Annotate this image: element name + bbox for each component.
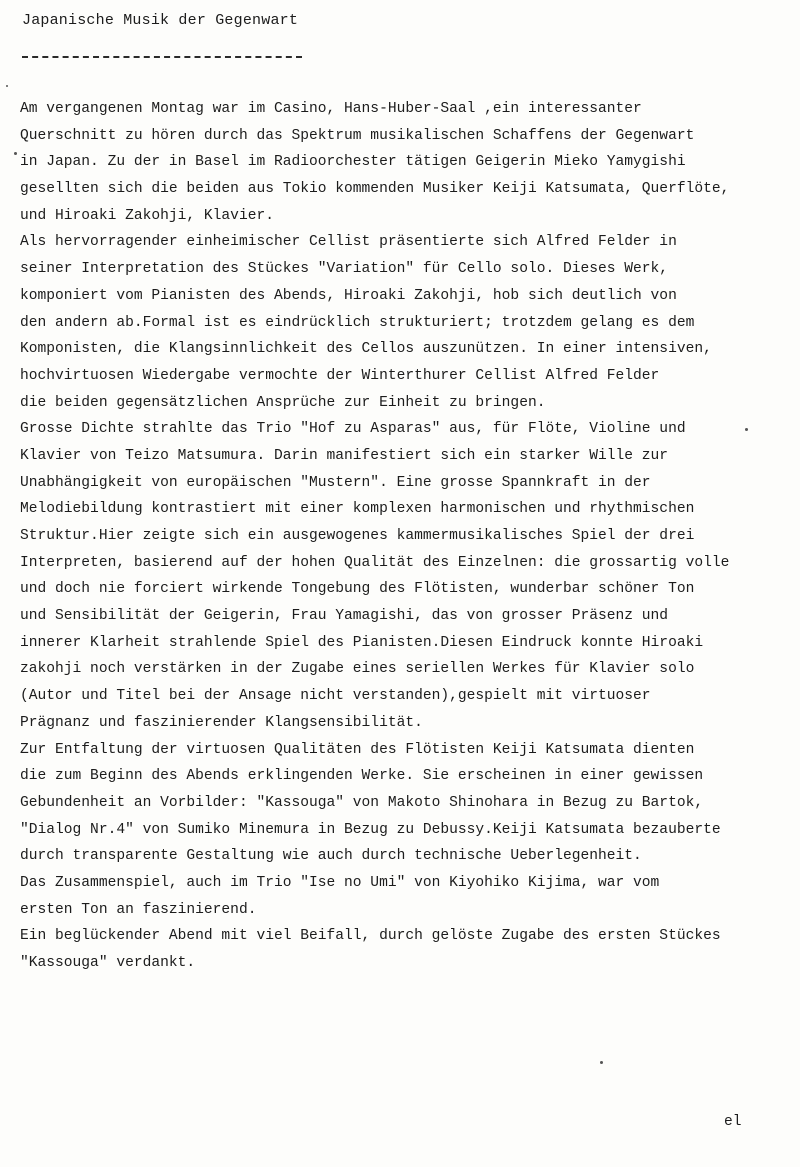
text-line: Komponisten, die Klangsinnlichkeit des Cellos auszunützen. In einer intensiven, — [20, 341, 712, 358]
text-line: komponiert vom Pianisten des Abends, Hiroaki Zakohji, hob sich deutlich von — [20, 287, 677, 304]
text-line: Unabhängigkeit von europäischen "Mustern". Eine grosse Spannkraft in der — [20, 474, 651, 491]
text-line: Als hervorragender einheimischer Cellist präsentierte sich Alfred Felder in — [20, 234, 677, 251]
text-line: (Autor und Titel bei der Ansage nicht verstanden),gespielt mit virtuoser — [20, 688, 651, 705]
text-line: Melodiebildung kontrastiert mit einer komplexen harmonischen und rhythmischen — [20, 501, 695, 518]
text-line: Gebundenheit an Vorbilder: "Kassouga" von Makoto Shinohara in Bezug zu Bartok, — [20, 794, 704, 811]
text-line: und doch nie forciert wirkende Tongebung des Flötisten, wunderbar schöner Ton — [20, 581, 695, 598]
text-line: ersten Ton an faszinierend. — [20, 901, 257, 918]
text-line: "Dialog Nr.4" von Sumiko Minemura in Bezug zu Debussy.Keiji Katsumata bezauberte — [20, 821, 721, 838]
text-line: und Sensibilität der Geigerin, Frau Yamagishi, das von grosser Präsenz und — [20, 608, 669, 625]
text-line: gesellten sich die beiden aus Tokio kommenden Musiker Keiji Katsumata, Querflöte, — [20, 181, 730, 198]
text-line: Struktur.Hier zeigte sich ein ausgewogenes kammermusikalisches Spiel der drei — [20, 528, 695, 544]
author-signature: el — [724, 1114, 742, 1130]
text-line: Zur Entfaltung der virtuosen Qualitäten des Flötisten Keiji Katsumata dienten — [20, 741, 695, 758]
text-line: Klavier von Teizo Matsumura. Darin manifestiert sich ein starker Wille zur — [20, 447, 669, 464]
text-line: Grosse Dichte strahlte das Trio "Hof zu Asparas" aus, für Flöte, Violine und — [20, 421, 686, 438]
text-line: die zum Beginn des Abends erklingenden Werke. Sie erscheinen in einer gewissen — [20, 768, 704, 785]
text-line: Am vergangenen Montag war im Casino, Hans-Huber-Saal ,ein interessanter — [20, 101, 642, 117]
text-line: durch transparente Gestaltung wie auch durch technische Ueberlegenheit. — [20, 848, 642, 865]
text-line: seiner Interpretation des Stückes "Variation" für Cello solo. Dieses Werk, — [20, 261, 669, 278]
text-line: und Hiroaki Zakohji, Klavier. — [20, 207, 274, 224]
text-line: hochvirtuosen Wiedergabe vermochte der Winterthurer Cellist Alfred Felder — [20, 367, 660, 384]
text-line: Querschnitt zu hören durch das Spektrum musikalischen Schaffens der Gegenwart — [20, 127, 695, 144]
text-line: "Kassouga" verdankt. — [20, 955, 196, 971]
paper-speck — [6, 85, 8, 87]
text-line: Interpreten, basierend auf der hohen Qualität des Einzelnen: die grossartig volle — [20, 554, 730, 571]
document-body — [20, 96, 795, 977]
text-line: zakohji noch verstärken in der Zugabe eines seriellen Werkes für Klavier solo — [20, 661, 695, 678]
paper-speck — [745, 428, 748, 431]
text-line: die beiden gegensätzlichen Ansprüche zur Einheit zu bringen. — [20, 394, 546, 411]
paper-speck — [600, 1061, 603, 1064]
title-underline — [22, 56, 302, 58]
text-line: Das Zusammenspiel, auch im Trio "Ise no Umi" von Kiyohiko Kijima, war vom — [20, 874, 660, 891]
text-line: Prägnanz und faszinierender Klangsensibilität. — [20, 714, 423, 731]
text-line: den andern ab.Formal ist es eindrücklich strukturiert; trotzdem gelang es dem — [20, 314, 695, 331]
text-line: Ein beglückender Abend mit viel Beifall, durch gelöste Zugabe des ersten Stückes — [20, 928, 721, 945]
document-title: Japanische Musik der Gegenwart — [22, 12, 299, 29]
paper-speck — [14, 152, 17, 155]
text-line: innerer Klarheit strahlende Spiel des Pianisten.Diesen Eindruck konnte Hiroaki — [20, 634, 704, 651]
text-line: in Japan. Zu der in Basel im Radioorchester tätigen Geigerin Mieko Yamygishi — [20, 154, 686, 171]
